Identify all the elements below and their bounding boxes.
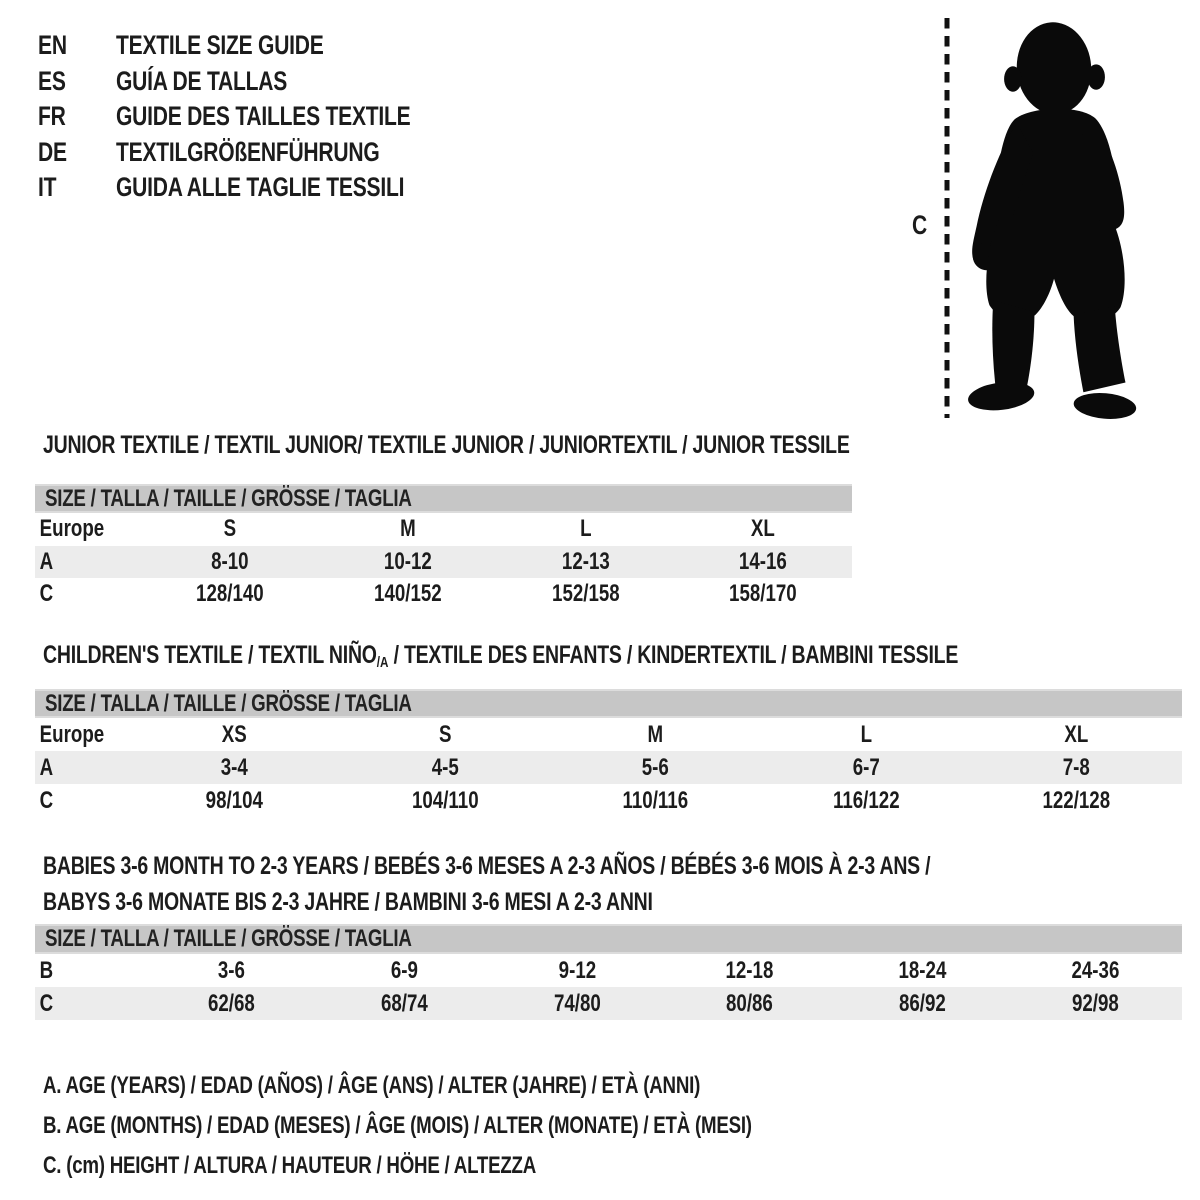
size-cell: 86/92 (899, 989, 947, 1017)
size-cell: M (647, 720, 664, 748)
size-cell: S (223, 515, 237, 543)
size-cell: 74/80 (553, 989, 601, 1017)
guide-title: GUIDE DES TAILLES TEXTILE (116, 101, 411, 132)
row-label: C (39, 989, 54, 1017)
size-cell: 6-9 (390, 956, 418, 984)
table-row (35, 546, 852, 579)
size-header-bar: SIZE / TALLA / TAILLE / GRÖSSE / TAGLIA (35, 689, 1182, 718)
size-cell: 6-7 (852, 753, 880, 781)
size-cell: L (860, 720, 872, 748)
language-code: DE (38, 136, 67, 167)
measure-legend (43, 1066, 952, 1186)
babies-section-title: BABIES 3-6 MONTH TO 2-3 YEARS / BEBÉS 3-6 MESES A 2-3 AÑOS / BÉBÉS 3-6 MOIS À 2-3 ANS / BABYS 3-6 MONATE BIS 2-3 JAHRE / BAMBINI 3-6 MESI A 2-3 ANNI (43, 852, 931, 916)
list-item (38, 135, 494, 171)
size-header-bar: SIZE / TALLA / TAILLE / GRÖSSE / TAGLIA (35, 484, 852, 513)
size-cell: 128/140 (196, 580, 264, 608)
guide-title: GUIDA ALLE TAGLIE TESSILI (116, 172, 405, 203)
size-cell: 68/74 (380, 989, 428, 1017)
size-cell: 80/86 (726, 989, 774, 1017)
size-cell: 12-13 (561, 547, 610, 575)
size-cell: 98/104 (205, 786, 263, 814)
size-cell: 158/170 (729, 580, 797, 608)
size-cell: 14-16 (739, 547, 788, 575)
size-cell: 8-10 (211, 547, 249, 575)
size-cell: XL (1064, 720, 1089, 748)
size-cell: 110/116 (622, 786, 689, 814)
size-cell: 116/122 (832, 786, 900, 814)
legend-line-a: A. AGE (YEARS) / EDAD (AÑOS) / ÂGE (ANS) / ALTER (JAHRE) / ETÀ (ANNI) (43, 1072, 701, 1099)
height-measure-label: C (912, 210, 927, 240)
row-label: Europe (39, 720, 105, 748)
height-figure (900, 0, 1200, 440)
language-code: FR (38, 101, 66, 132)
table-row (35, 784, 1182, 817)
table-row (35, 954, 1182, 987)
legend-line-b: B. AGE (MONTHS) / EDAD (MESES) / ÂGE (MOIS) / ALTER (MONATE) / ETÀ (MESI) (43, 1112, 752, 1139)
height-measure-line-icon (944, 18, 950, 418)
size-cell: L (579, 515, 592, 543)
list-item (38, 64, 494, 100)
language-code: IT (38, 172, 57, 203)
size-header-bar: SIZE / TALLA / TAILLE / GRÖSSE / TAGLIA (35, 924, 1182, 954)
language-code: EN (38, 30, 67, 61)
table-row (35, 718, 1182, 751)
size-cell: 3-6 (217, 956, 245, 984)
size-cell: 12-18 (725, 956, 774, 984)
size-cell: 92/98 (1072, 989, 1119, 1017)
legend-line-c: C. (cm) HEIGHT / ALTURA / HAUTEUR / HÖHE / ALTEZZA (43, 1152, 537, 1179)
size-cell: M (399, 515, 416, 543)
size-cell: 140/152 (373, 580, 442, 608)
guide-title: TEXTILE SIZE GUIDE (116, 30, 324, 61)
babies-size-table (35, 924, 1182, 1020)
size-cell: 9-12 (558, 956, 596, 984)
list-item (38, 170, 494, 206)
size-cell: 7-8 (1063, 753, 1091, 781)
children-size-table (35, 689, 1182, 817)
language-title-list (38, 28, 494, 206)
size-cell: XS (221, 720, 247, 748)
language-code: ES (38, 65, 66, 96)
guide-title: TEXTILGRÖßENFÜHRUNG (116, 136, 380, 167)
size-cell: 3-4 (220, 753, 248, 781)
row-label: B (39, 956, 54, 984)
children-section-title: CHILDREN'S TEXTILE / TEXTIL $NIÑO_{/A}$ / TEXTILE DES ENFANTS / KINDERTEXTIL / BAMBINI TESSILE (43, 641, 959, 671)
row-label: Europe (39, 515, 105, 543)
guide-title: GUÍA DE TALLAS (116, 65, 288, 96)
size-cell: 5-6 (641, 753, 670, 781)
size-cell: 122/128 (1042, 786, 1111, 814)
row-label: C (39, 786, 54, 814)
row-label: A (39, 753, 54, 781)
row-label: A (39, 547, 54, 575)
table-row (35, 751, 1182, 784)
toddler-silhouette-icon (962, 14, 1148, 424)
size-cell: 10-12 (383, 547, 432, 575)
junior-size-table (35, 484, 852, 611)
table-row (35, 578, 852, 611)
size-cell: 18-24 (898, 956, 947, 984)
size-cell: 4-5 (431, 753, 459, 781)
junior-section-title: JUNIOR TEXTILE / TEXTIL JUNIOR/ TEXTILE JUNIOR / JUNIORTEXTIL / JUNIOR TESSILE (43, 431, 850, 459)
list-item (38, 99, 494, 135)
size-cell: 62/68 (207, 989, 255, 1017)
size-cell: 24-36 (1071, 956, 1120, 984)
size-cell: XL (751, 515, 776, 543)
nino-a-subscript: /A (376, 654, 389, 671)
table-row (35, 987, 1182, 1020)
row-label: C (39, 580, 54, 608)
table-row (35, 513, 852, 546)
size-cell: 104/110 (411, 786, 479, 814)
size-cell: 152/158 (551, 580, 620, 608)
list-item (38, 28, 494, 64)
size-cell: S (438, 720, 452, 748)
